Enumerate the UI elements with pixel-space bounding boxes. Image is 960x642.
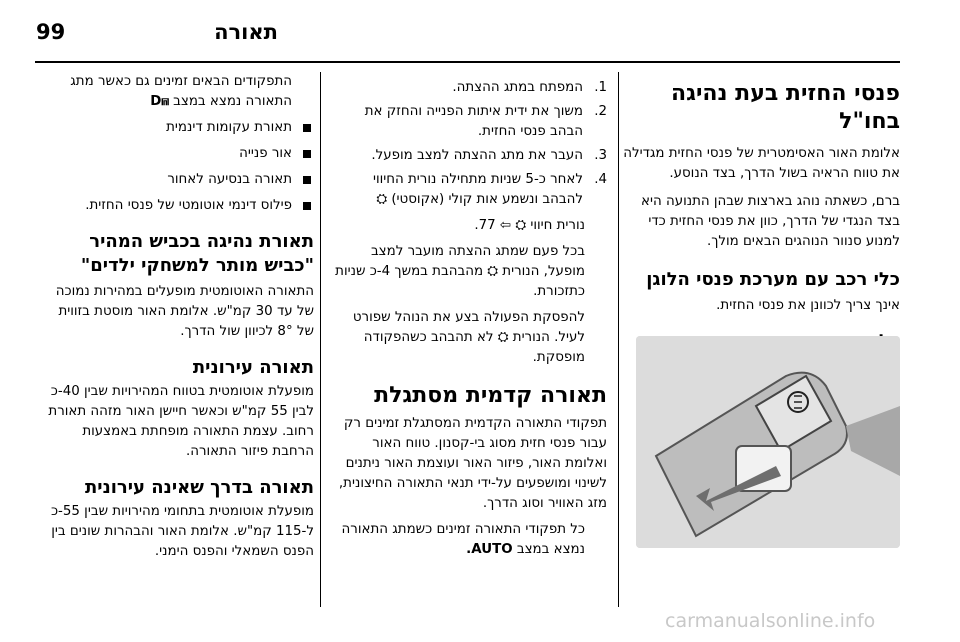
lever-drawing xyxy=(636,336,900,548)
subheading-highway-light: תאורה בדרך שאינה עירונית xyxy=(84,477,314,498)
paragraph-available: כל תפקודי התאורה זמינים כשמתג התאורה נמצא במצב AUTO. xyxy=(341,522,585,557)
list-item: פילוס דינמי אוטומטי של פנסי החזית. xyxy=(42,196,314,216)
list-item: תאורת עקומות דינמית xyxy=(42,118,314,138)
auto-label: AUTO. xyxy=(466,542,513,557)
subheading-town-light: תאורת נהיגה בכביש המהיר "כביש מותר למשחקי ילדים" xyxy=(80,231,314,276)
watermark: carmanualsonline.info xyxy=(665,610,876,632)
column-left xyxy=(42,68,314,562)
step-item: 3. העבר את מתג ההצתה למצב מופעל. xyxy=(371,148,607,163)
step-text: משוך את ידית איתות הפנייה והחזק את הבהב פנסי החזית. xyxy=(364,104,583,139)
paragraph-halogen: אינך צריך לכוונן את פנסי החזית. xyxy=(716,298,900,313)
headlight-lever-illustration xyxy=(636,336,900,548)
step-item: 2. משוך את ידית איתות הפנייה והחזק את הבהב פנסי החזית. xyxy=(364,104,607,139)
procedure-steps xyxy=(330,78,607,210)
indicator-reference: נורית חיווי ⛭ ⇦ 77. xyxy=(474,218,585,233)
paragraph-country-light: מופעלת אוטומטית בטווח המהירויות שבין 40-כ לבין 55 קמ"ש וכאשר חיישן האור מזהה תאורת רחוב. עצמת התאורה מופחתת באמצעות הרחבת פיזור התאורה. xyxy=(48,384,314,459)
low-beam-icon: ⩎D xyxy=(150,94,169,109)
step-item: 1. המפתח במתג ההצתה. xyxy=(452,80,607,95)
page-number: 99 xyxy=(36,20,66,44)
column-right xyxy=(618,68,900,354)
paragraph-functions-intro: התפקודים הבאים זמינים גם כאשר מתג התאורה נמצא במצב ⩎D xyxy=(70,74,292,109)
paragraph-highway-light: מופעלת אוטומטית בתחומי מהירויות שבין 55-כ ל-115 קמ"ש. אלומת האור והבהרות שונים בין הפנס השמאלי והפנס הימני. xyxy=(50,504,314,559)
column-middle xyxy=(330,68,607,560)
section-heading-adaptive: תאורה קדמית מסתגלת xyxy=(374,383,607,408)
header-rule xyxy=(35,61,900,63)
list-item: תאורה בנסיעה לאחור xyxy=(42,170,314,190)
step-text: העבר את מתג ההצתה למצב מופעל. xyxy=(371,148,583,163)
page-header-title: תאורה xyxy=(214,20,278,44)
paragraph-adjust: ברם, כשאתה נוהג בארצות שבהן התנועה היא בצד הנגדי של הדרך, כוון את פנסי החזית כדי למנוע סנוור הנוהגים הבאים מולך. xyxy=(641,194,900,249)
section-heading-abroad: פנסי החזית בעת נהיגה בחו"ל xyxy=(671,81,900,134)
functions-list xyxy=(42,118,314,216)
subheading-halogen: כלי רכב עם מערכת פנסי הלוגן xyxy=(646,269,900,290)
step-text: המפתח במתג ההצתה. xyxy=(452,80,583,95)
paragraph-town-light: התאורה האוטומטית מופעלים במהירות נמוכה של עד 30 קמ"ש. אלומת האור מוסטת בזווית של 8° לכיוון שול הדרך. xyxy=(55,284,314,339)
step-item: 4. לאחר כ-5 שניות מתחילה נורית החיווי להבהב ונשמע אות קולי (אקוסטי) ⛭ xyxy=(372,172,607,207)
paragraph-adaptive: תפקודי התאורה הקדמית המסתגלת זמינים רק עבור פנסי חזית מסוג בי-קסנון. טווח האור ואלומת האור, פיזור האור ועוצמת האור ניתנים לשינוי ומושפעים על-ידי תנאי התאורה החיצונית, מזג האוויר וסוג הדרך. xyxy=(338,416,607,511)
paragraph-asymmetric: אלומת האור האסימטרית של פנסי החזית מגדילה את טווח הראיה בשול הדרך, בצד הנוסע. xyxy=(623,146,900,181)
paragraph-reminder: בכל פעם שמתג ההצתה מועבר למצב מופעל, הנורית ⛭ מהבהבת במשך 4-כ שניות כתזכורת. xyxy=(335,244,585,299)
step-text: לאחר כ-5 שניות מתחילה נורית החיווי להבהב ונשמע אות קולי (אקוסטי) ⛭ xyxy=(372,172,583,207)
paragraph-cancel: להפסקת הפעולה בצע את הנוהל שפורט לעיל. הנורית ⛭ לא תהבהב כשהפקודה מופסקת. xyxy=(352,310,585,365)
list-item: אור פנייה xyxy=(42,144,314,164)
subheading-country-light: תאורה עירונית xyxy=(192,357,314,378)
column-divider xyxy=(320,72,321,607)
